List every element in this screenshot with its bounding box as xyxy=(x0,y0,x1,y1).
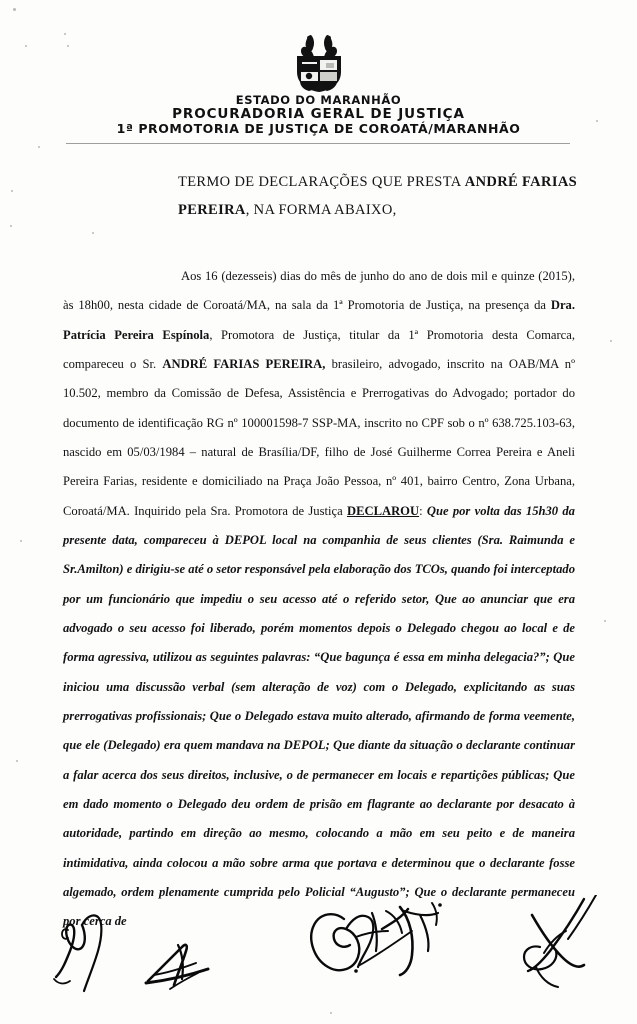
body-segment-second: , Promotora de Justiça, titular da 1ª Promotoria desta Comarca, compareceu o Sr. xyxy=(63,327,575,371)
prosecutor-name: Dra. Patrícia Pereira Espínola xyxy=(63,298,575,342)
scan-speckle xyxy=(20,540,22,542)
scan-speckle xyxy=(13,8,16,11)
title-declarant-name: ANDRÉ FARIAS PEREIRA xyxy=(178,174,578,219)
document-header xyxy=(0,34,637,136)
scan-speckle xyxy=(16,760,18,762)
body-segment-third: brasileiro, advogado, inscrito na OAB/MA nº 10.502, membro da Comissão de Defesa, Assistência e Prerrogativas do Advogado; portador do documento de identificação RG nº 100001598-7 SSP-MA, inscrito no CPF sob o nº 638.725.103-63, nascido em 05/03/1984 – natural de Brasília/DF, filho de José Guilherme Correa Pereira e Aneli Pereira Farias, residente e domiciliado na Praça João Pessoa, nº 401, bairro Centro, Zona Urbana, Coroatá/MA. Inquirido pela Sra. Promotora de Justiça xyxy=(63,356,575,518)
signature-3 xyxy=(300,893,500,1003)
body-segment-opening: Aos 16 (dezesseis) dias do mês de junho do ano de dois mil e quinze (2015), às 18h00, nesta cidade de Coroatá/MA, na sala da 1ª Promotoria de Justiça, na presença da xyxy=(63,269,575,313)
scan-speckle xyxy=(92,232,94,234)
body-paragraph xyxy=(63,262,575,937)
header-divider xyxy=(66,143,570,144)
declaration-statement: Que por volta das 15h30 da presente data, compareceu à DEPOL local na companhia de seus clientes (Sra. Raimunda e Sr.Amilton) e dirigiu-se até o setor responsável pela elaboração dos TCOs, quando foi interceptado por um funcionário que impediu o seu acesso até o referido setor, Que ao anunciar que era advogado o seu acesso foi liberado, porém momentos depois o Delegado chegou ao local e de forma agressiva, utilizou as seguintes palavras: “Que bagunça é essa em minha delegacia?”; Que iniciou uma discussão verbal (sem alteração de voz) com o Delegado, explicitando as suas prerrogativas profissionais; Que o Delegado estava muito alterado, afirmando de forma veemente, que ele (Delegado) era quem mandava na DEPOL; Que diante da situação o declarante continuar a falar acerca dos seus direitos, inclusive, o de permanecer em locais e repartições públicas; Que em dado momento o Delegado deu ordem de prisão em flagrante ao declarante por desacato à autoridade, partindo em direção ao mesmo, colocando a mão em seu peito e de maneira intimidativa, ainda colocou a mão sobre arma que portava e determinou que o declarante fosse algemado, ordem plenamente cumprida pelo Policial “Augusto”; Que o declarante permaneceu por cerca de xyxy=(63,503,575,929)
scan-speckle xyxy=(604,620,606,622)
body-segment-colon: : xyxy=(419,503,427,518)
maranhao-coat-of-arms-icon xyxy=(288,34,350,92)
signature-4 xyxy=(510,895,610,1000)
title-prefix: TERMO DE DECLARAÇÕES QUE PRESTA xyxy=(178,174,465,190)
institution-line-office: PROCURADORIA GERAL DE JUSTIÇA xyxy=(172,105,465,122)
declarou-keyword: DECLAROU xyxy=(346,503,420,518)
scan-speckle xyxy=(38,146,40,148)
institution-lines xyxy=(0,94,637,136)
signature-area xyxy=(0,893,637,1003)
scan-speckle xyxy=(610,340,612,342)
scan-speckle xyxy=(330,1012,332,1014)
scan-speckle xyxy=(11,190,13,192)
declarant-name: ANDRÉ FARIAS PEREIRA, xyxy=(162,356,326,371)
signature-2 xyxy=(140,925,250,1005)
institution-line-unit: 1ª PROMOTORIA DE JUSTIÇA DE COROATÁ/MARANHÃO xyxy=(116,120,521,136)
institution-line-state: ESTADO DO MARANHÃO xyxy=(235,93,402,107)
scan-speckle xyxy=(10,225,12,227)
title-suffix: , NA FORMA ABAIXO, xyxy=(245,202,397,219)
document-body xyxy=(63,262,575,937)
document-title xyxy=(178,168,590,225)
